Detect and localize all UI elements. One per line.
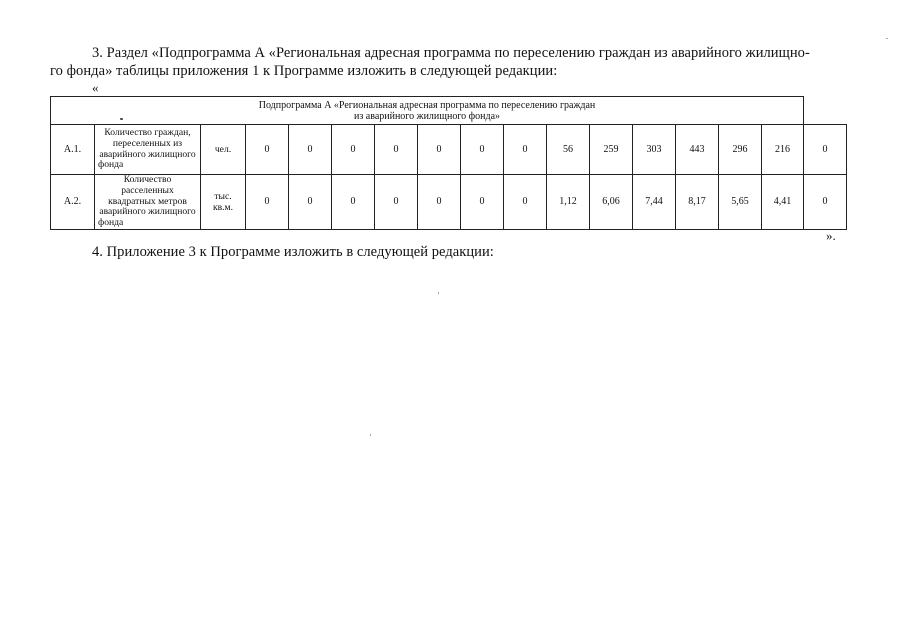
- row-indicator-name: Количество расселенных квадратных метров аварийного жилищного фонда: [95, 175, 201, 230]
- paragraph-3-line-1: 3. Раздел «Подпрограмма А «Региональная адресная программа по переселению граждан из аварийного жилищно-: [92, 45, 810, 61]
- row-value: 0: [418, 175, 461, 230]
- closing-quote: ».: [826, 228, 836, 243]
- row-value: 0: [504, 125, 547, 175]
- subprogram-header-cell: [51, 97, 804, 125]
- indicators-table: [50, 96, 847, 230]
- scan-speck: [886, 38, 888, 39]
- row-value: 8,17: [676, 175, 719, 230]
- row-code: А.1.: [51, 125, 95, 175]
- opening-quote: «: [92, 80, 99, 95]
- row-value: 0: [461, 175, 504, 230]
- row-value: 303: [633, 125, 676, 175]
- row-value: 0: [289, 175, 332, 230]
- row-value: 0: [804, 175, 847, 230]
- row-value: 0: [332, 125, 375, 175]
- row-code: А.2.: [51, 175, 95, 230]
- row-value: 5,65: [719, 175, 762, 230]
- row-indicator-name: Количество граждан, переселенных из аварийного жилищного фонда: [95, 125, 201, 175]
- row-value: 0: [246, 175, 289, 230]
- scan-speck: [438, 292, 439, 294]
- row-value: 7,44: [633, 175, 676, 230]
- row-value: 216: [762, 125, 804, 175]
- scan-speck: [120, 118, 123, 120]
- row-value: 0: [418, 125, 461, 175]
- table-row: [51, 125, 847, 175]
- row-value: 56: [547, 125, 590, 175]
- row-value: 0: [289, 125, 332, 175]
- row-value: 0: [375, 175, 418, 230]
- row-value: 0: [375, 125, 418, 175]
- row-value: 296: [719, 125, 762, 175]
- row-value: 1,12: [547, 175, 590, 230]
- paragraph-4: 4. Приложение 3 к Программе изложить в следующей редакции:: [92, 244, 494, 260]
- row-value: 6,06: [590, 175, 633, 230]
- scan-speck: [370, 434, 371, 436]
- table-header-row: [51, 97, 847, 125]
- row-value: 443: [676, 125, 719, 175]
- row-value: 4,41: [762, 175, 804, 230]
- row-unit: тыс. кв.м.: [201, 175, 246, 230]
- row-value: 0: [246, 125, 289, 175]
- row-value: 259: [590, 125, 633, 175]
- row-unit: чел.: [201, 125, 246, 175]
- subprogram-header-line-2: из аварийного жилищного фонда»: [353, 110, 501, 122]
- table-row: [51, 175, 847, 230]
- row-value: 0: [804, 125, 847, 175]
- row-value: 0: [461, 125, 504, 175]
- row-value: 0: [504, 175, 547, 230]
- row-value: 0: [332, 175, 375, 230]
- subprogram-header-line-1: Подпрограмма А «Региональная адресная программа по переселению граждан: [258, 99, 596, 111]
- paragraph-3-line-2: го фонда» таблицы приложения 1 к Программе изложить в следующей редакции:: [50, 63, 558, 79]
